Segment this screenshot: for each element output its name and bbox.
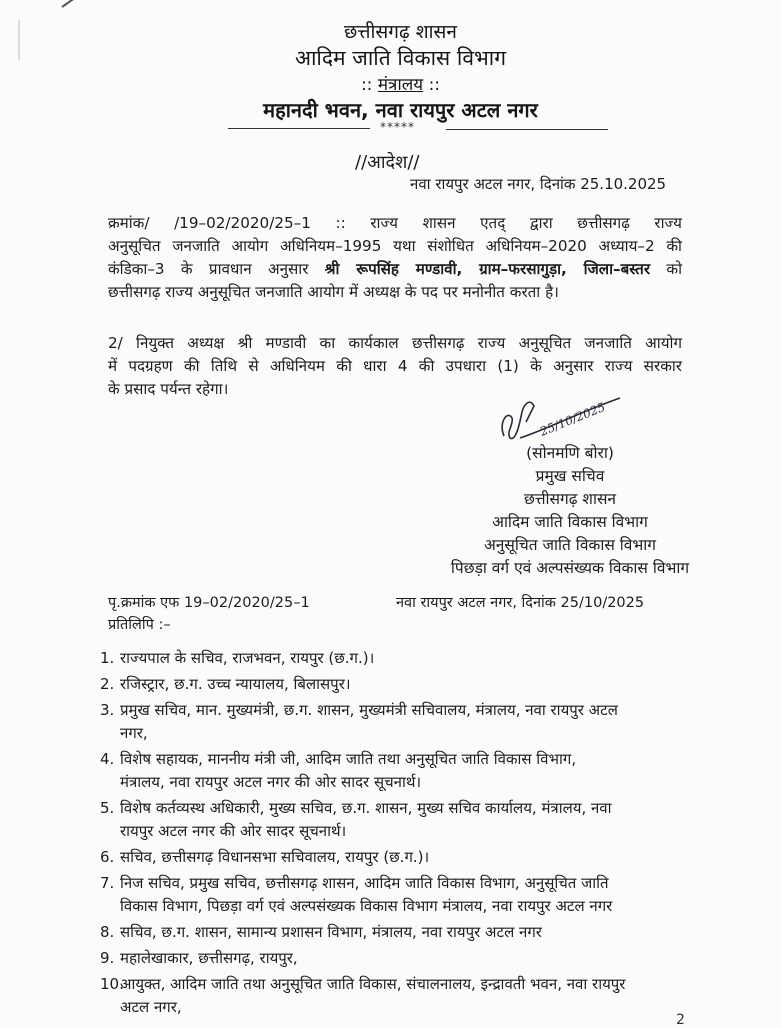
recipient-text: सचिव, छ.ग. शासन, सामान्य प्रशासन विभाग, मंत्रालय, नवा रायपुर अटल नगर [120, 923, 542, 941]
paragraph-line [108, 212, 682, 235]
recipient-number: 8. [100, 923, 115, 941]
recipient-item [100, 872, 690, 918]
signatory-department-1: आदिम जाति विकास विभाग [492, 513, 648, 531]
text-segment: छत्तीसगढ़ राज्य अनुसूचित जनजाति आयोग में अध्यक्ष के पद पर मनोनीत करता है। [108, 283, 559, 301]
signature [490, 392, 630, 444]
recipient-number: 4. [100, 750, 115, 768]
signature-scribble-icon [490, 392, 630, 444]
recipient-text: विशेष कर्तव्यस्थ अधिकारी, मुख्य सचिव, छ.ग. शासन, मुख्य सचिव कार्यालय, मंत्रालय, नवा [120, 799, 612, 817]
recipient-item [100, 797, 690, 843]
ministry-prefix: :: [360, 75, 373, 95]
ministry-label: मंत्रालय [377, 75, 424, 95]
recipient-item [100, 947, 690, 970]
separator-stars: ***** [380, 120, 415, 134]
recipient-text: निज सचिव, प्रमुख सचिव, छत्तीसगढ़ शासन, आदिम जाति विकास विभाग, अनुसूचित जाति [120, 874, 609, 892]
recipient-number: 1. [100, 649, 115, 667]
recipient-number: 2. [100, 675, 115, 693]
recipient-number: 7. [100, 874, 115, 892]
signatory-block [420, 442, 720, 580]
paragraph-line: में पदग्रहण की तिथि से अधिनियम की धारा 4 की उपधारा (1) के अनुसार राज्य सरकार [108, 357, 682, 375]
paragraph-line: 2/ नियुक्त अध्यक्ष श्री मण्डावी का कार्यकाल छत्तीसगढ़ राज्य अनुसूचित जनजाति आयोग [108, 334, 682, 352]
recipient-text: विकास विभाग, पिछड़ा वर्ग एवं अल्पसंख्यक विकास विभाग मंत्रालय, नवा रायपुर अटल नगर [120, 897, 613, 915]
header-separator [228, 122, 600, 136]
recipient-item [100, 973, 690, 1019]
recipient-number: 5. [100, 799, 115, 817]
text-segment: क्रमांक/ /19–02/2020/25–1 :: राज्य शासन एतद् द्वारा छत्तीसगढ़ राज्य [108, 214, 682, 232]
paragraph-line [108, 258, 682, 281]
recipient-item [100, 699, 690, 745]
recipient-text: रायपुर अटल नगर की ओर सादर सूचनार्थ। [120, 822, 347, 840]
signatory-department-3: पिछड़ा वर्ग एवं अल्पसंख्यक विकास विभाग [450, 559, 690, 577]
paragraph-line [108, 281, 682, 304]
separator-line-right [446, 129, 608, 130]
header-address: महानदी भवन, नवा रायपुर अटल नगर [263, 98, 538, 122]
recipient-text: अटल नगर, [120, 998, 182, 1016]
separator-line-left [228, 128, 370, 129]
copy-label: प्रतिलिपि :– [108, 617, 171, 633]
recipient-text: आयुक्त, आदिम जाति तथा अनुसूचित जाति विकास, संचालनालय, इन्द्रावती भवन, नवा रायपुर [120, 975, 626, 993]
order-title: //आदेश// [355, 152, 420, 173]
signatory-government: छत्तीसगढ़ शासन [523, 490, 617, 508]
recipient-list [100, 647, 690, 1022]
recipient-number: 9. [100, 949, 115, 967]
header-department: आदिम जाति विकास विभाग [294, 46, 507, 70]
header-government: छत्तीसगढ़ शासन [344, 21, 457, 43]
recipient-item [100, 647, 690, 670]
signatory-department-2: अनुसूचित जाति विकास विभाग [483, 536, 657, 554]
ministry-suffix: :: [428, 75, 441, 95]
recipient-item [100, 846, 690, 869]
endorsement-reference: पृ.क्रमांक एफ 19–02/2020/25–1 [108, 595, 310, 611]
recipient-item [100, 748, 690, 794]
text-segment: अनुसूचित जनजाति आयोग अधिनियम–1995 यथा संशोधित अधिनियम–2020 अध्याय–2 की [108, 237, 682, 255]
recipient-text: महालेखाकार, छत्तीसगढ़, रायपुर, [120, 949, 298, 967]
appointee-details: श्री रूपसिंह मण्डावी, ग्राम–फरसागुड़ा, जिला–बस्तर [324, 260, 651, 278]
recipient-text: रजिस्ट्रार, छ.ग. उच्च न्यायालय, बिलासपुर। [120, 675, 351, 693]
page-number: 2 [676, 1012, 685, 1028]
signature-date: 25/10/2025 [537, 399, 608, 439]
recipient-item [100, 921, 690, 944]
text-segment: को [650, 260, 683, 278]
recipient-text: नगर, [120, 724, 148, 742]
order-paragraph-1 [108, 212, 682, 304]
recipient-number: 3. [100, 701, 115, 719]
paragraph-line [108, 235, 682, 258]
recipient-item [100, 673, 690, 696]
order-paragraph-2 [108, 332, 682, 401]
text-segment: कंडिका–3 के प्रावधान अनुसार [108, 260, 325, 278]
recipient-text: प्रमुख सचिव, मान. मुख्यमंत्री, छ.ग. शासन, मुख्यमंत्री सचिवालय, मंत्रालय, नवा रायपुर अटल [120, 701, 618, 719]
header-ministry [10, 72, 781, 95]
recipient-text: विशेष सहायक, माननीय मंत्री जी, आदिम जाति तथा अनुसूचित जाति विकास विभाग, [120, 750, 577, 768]
signatory-designation: प्रमुख सचिव [535, 467, 605, 485]
order-place-date: नवा रायपुर अटल नगर, दिनांक 25.10.2025 [410, 175, 667, 193]
recipient-text: राज्यपाल के सचिव, राजभवन, रायपुर (छ.ग.)। [120, 649, 375, 667]
recipient-number: 10. [100, 975, 124, 993]
endorsement-place-date: नवा रायपुर अटल नगर, दिनांक 25/10/2025 [396, 595, 645, 611]
signatory-name: (सोनमणि बोरा) [526, 444, 614, 462]
recipient-text: सचिव, छत्तीसगढ़ विधानसभा सचिवालय, रायपुर (छ.ग.)। [120, 848, 430, 866]
recipient-number: 6. [100, 848, 115, 866]
scan-mark [61, 0, 87, 8]
recipient-text: मंत्रालय, नवा रायपुर अटल नगर की ओर सादर सूचनार्थ। [120, 773, 422, 791]
paragraph-line: के प्रसाद पर्यन्त रहेगा। [108, 380, 229, 398]
